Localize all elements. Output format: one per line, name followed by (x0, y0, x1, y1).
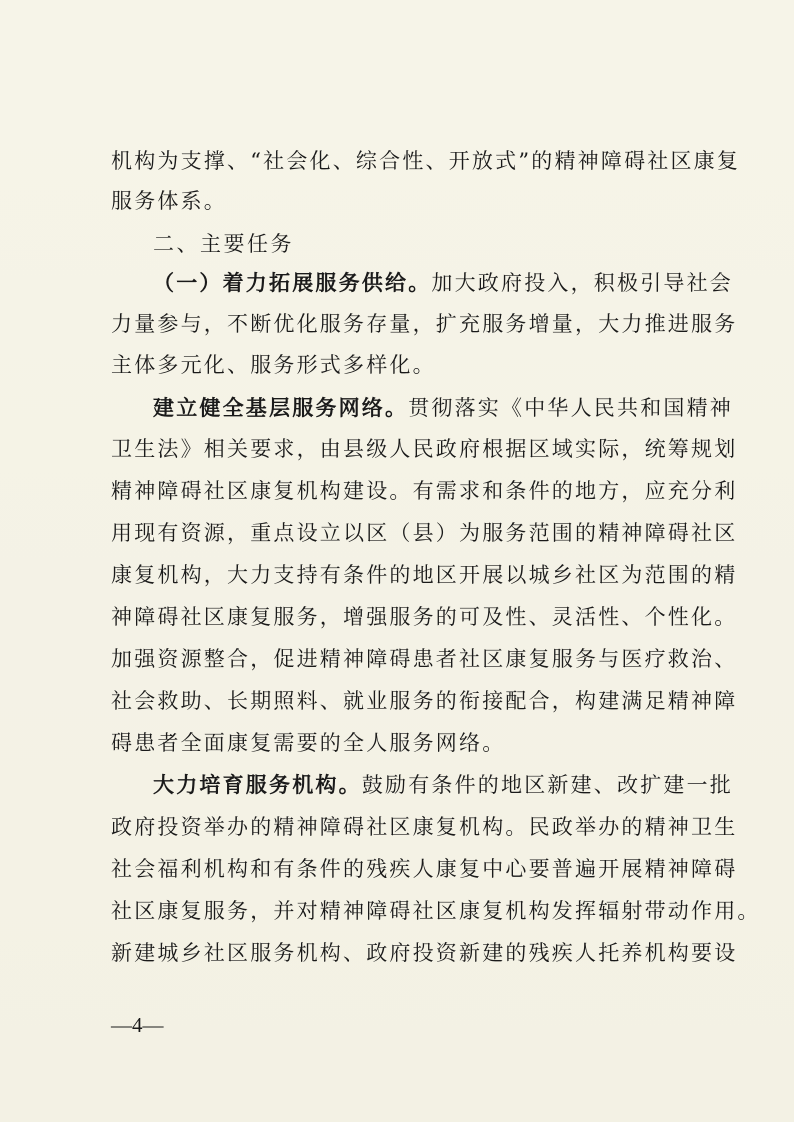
text-line: 政府投资举办的精神障碍社区康复机构。民政举办的精神卫生 (111, 815, 738, 839)
text-line: 碍患者全面康复需要的全人服务网络。 (111, 731, 506, 755)
text-line: 社会福利机构和有条件的残疾人康复中心要普遍开展精神障碍 (111, 857, 738, 881)
paragraph-first-line: 建立健全基层服务网络。贯彻落实《中华人民共和国精神 (153, 396, 734, 420)
paragraph-first-line: 大力培育服务机构。鼓励有条件的地区新建、改扩建一批 (153, 773, 734, 797)
text-line: 用现有资源，重点设立以区（县）为服务范围的精神障碍社区 (111, 521, 738, 545)
section-heading: 二、主要任务 (153, 232, 294, 256)
page-number: —4— (111, 1013, 164, 1037)
text-line: 精神障碍社区康复机构建设。有需求和条件的地方，应充分利 (111, 479, 738, 503)
text-line: 机构为支撑、“社会化、综合性、开放式”的精神障碍社区康复 (111, 149, 741, 173)
text-line: 主体多元化、服务形式多样化。 (111, 353, 436, 377)
paragraph-title: 大力培育服务机构。 (153, 773, 362, 797)
text-line: 社区康复服务，并对精神障碍社区康复机构发挥辐射带动作用。 (111, 899, 761, 923)
text-line: 康复机构，大力支持有条件的地区开展以城乡社区为范围的精 (111, 563, 738, 587)
paragraph-first-line: （一）着力拓展服务供给。加大政府投入，积极引导社会 (153, 271, 734, 295)
subsection-title: （一）着力拓展服务供给。 (153, 271, 432, 295)
text-line: 力量参与，不断优化服务存量，扩充服务增量，大力推进服务 (111, 312, 738, 336)
text-line: 神障碍社区康复服务，增强服务的可及性、灵活性、个性化。 (111, 605, 738, 629)
text-line: 社会救助、长期照料、就业服务的衔接配合，构建满足精神障 (111, 689, 738, 713)
text-line: 服务体系。 (111, 189, 227, 213)
paragraph-title: 建立健全基层服务网络。 (153, 396, 409, 420)
text-line: 加强资源整合，促进精神障碍患者社区康复服务与医疗救治、 (111, 647, 738, 671)
text-line: 卫生法》相关要求，由县级人民政府根据区域实际，统筹规划 (111, 437, 738, 461)
text-line: 新建城乡社区服务机构、政府投资新建的残疾人托养机构要设 (111, 941, 738, 965)
